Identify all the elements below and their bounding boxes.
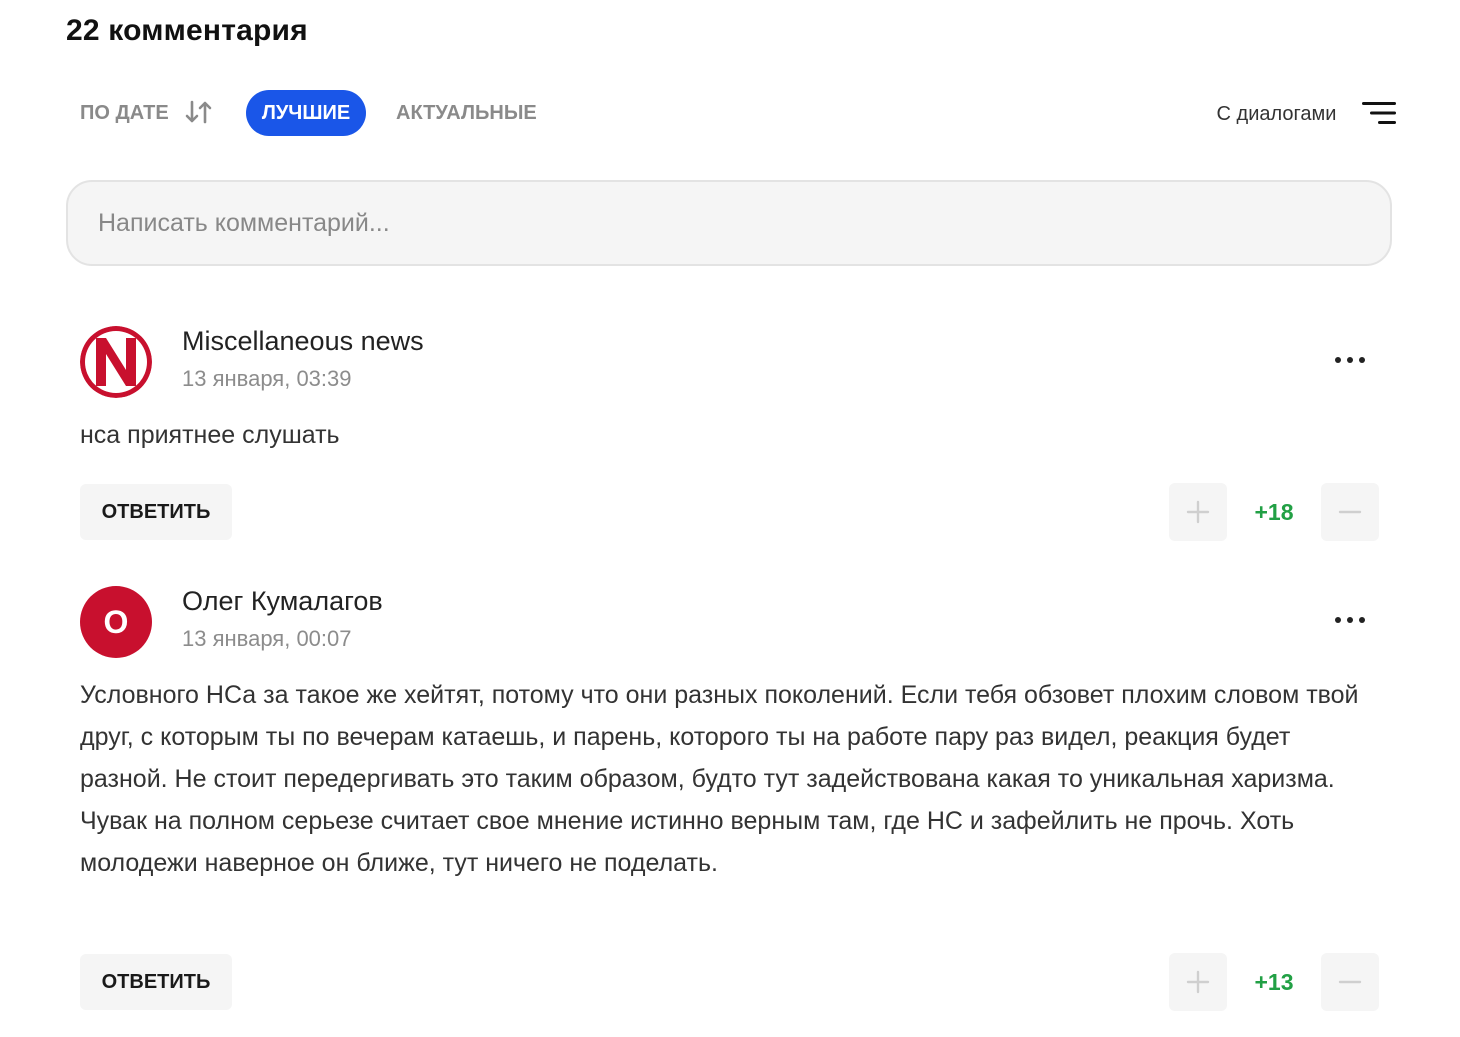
comment-author[interactable]: Miscellaneous news xyxy=(182,326,424,356)
upvote-button[interactable] xyxy=(1169,483,1227,541)
minus-icon xyxy=(1321,483,1379,541)
sort-actual-tab[interactable]: АКТУАЛЬНЫЕ xyxy=(396,102,537,124)
plus-icon xyxy=(1169,953,1227,1011)
comment-author[interactable]: Олег Кумалагов xyxy=(182,586,383,616)
news-logo-icon xyxy=(80,326,152,398)
comment-input[interactable]: Написать комментарий... xyxy=(66,180,1392,266)
downvote-button[interactable] xyxy=(1321,953,1379,1011)
comment-score: +18 xyxy=(1254,499,1294,525)
comment-date: 13 января, 00:07 xyxy=(182,626,352,651)
reply-button[interactable]: ОТВЕТИТЬ xyxy=(80,954,232,1010)
more-options-icon[interactable] xyxy=(1330,602,1370,638)
sort-order-icon xyxy=(184,99,214,125)
dialogs-label: С диалогами xyxy=(1216,102,1337,125)
reply-button[interactable]: ОТВЕТИТЬ xyxy=(80,484,232,540)
downvote-button[interactable] xyxy=(1321,483,1379,541)
comment-item xyxy=(80,586,1380,1016)
sort-bar xyxy=(66,90,1396,136)
comment-item xyxy=(80,326,1380,546)
sort-by-date-label: ПО ДАТЕ xyxy=(80,102,169,124)
minus-icon xyxy=(1321,953,1379,1011)
comments-count-title: 22 комментария xyxy=(66,14,308,47)
comment-score: +13 xyxy=(1254,969,1294,995)
plus-icon xyxy=(1169,483,1227,541)
avatar[interactable]: О xyxy=(80,586,152,658)
upvote-button[interactable] xyxy=(1169,953,1227,1011)
comment-paragraph: нса приятнее слушать xyxy=(80,421,340,449)
menu-lines-icon xyxy=(1362,100,1396,126)
avatar[interactable] xyxy=(80,326,152,398)
dialogs-toggle[interactable] xyxy=(1217,90,1396,136)
comment-date: 13 января, 03:39 xyxy=(182,366,352,391)
more-options-icon[interactable] xyxy=(1330,342,1370,378)
comment-text xyxy=(80,414,1370,456)
comment-paragraph: Условного НСа за такое же хейтят, потому что они разных поколений. Если тебя обзовет плохим словом твой друг, с которым ты по вечерам катаешь, и парень, которого ты на работе пару раз видел, реакция будет разной. Не стоит передергивать это таким образом, будто тут задействована какая то уникальная харизма. xyxy=(80,681,1359,793)
comment-paragraph: Чувак на полном серьезе считает свое мнение истинно верным там, где НС и зафейлить не прочь. Хоть молодежи наверное он ближе, тут ничего не поделать. xyxy=(80,807,1295,877)
sort-by-date-tab[interactable] xyxy=(80,90,214,136)
sort-best-tab[interactable]: ЛУЧШИЕ xyxy=(246,90,366,136)
comment-text xyxy=(80,674,1370,884)
